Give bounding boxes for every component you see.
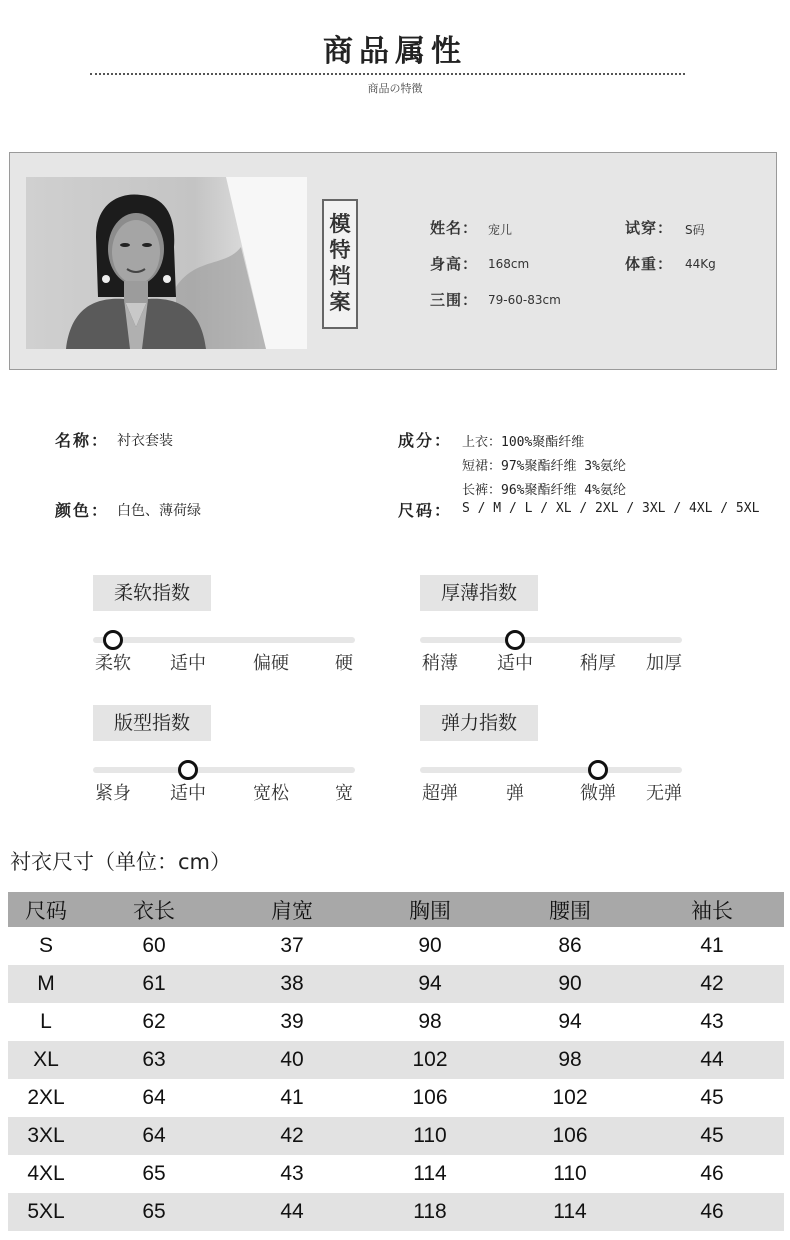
measurement-cell: 43 — [224, 1155, 360, 1193]
index-title: 版型指数 — [93, 705, 211, 741]
index-option: 适中 — [170, 653, 206, 674]
measurement-cell: 90 — [360, 927, 500, 965]
index-title: 弹力指数 — [420, 705, 538, 741]
index-option: 微弹 — [580, 783, 616, 804]
composition-label: 成分： — [398, 431, 453, 450]
measurement-cell: 98 — [500, 1041, 640, 1079]
index-title: 柔软指数 — [93, 575, 211, 611]
model-measurements-label: 三围： — [430, 291, 479, 309]
size-cell: 4XL — [8, 1155, 84, 1193]
size-table-title: 衬衣尺寸（单位：cm） — [10, 850, 232, 874]
index-track — [93, 767, 355, 773]
measurement-cell: 40 — [224, 1041, 360, 1079]
measurement-cell: 39 — [224, 1003, 360, 1041]
product-color-label: 颜色： — [55, 501, 110, 520]
measurement-cell: 43 — [640, 1003, 784, 1041]
size-cell: 3XL — [8, 1117, 84, 1155]
measurement-cell: 45 — [640, 1117, 784, 1155]
measurement-cell: 64 — [84, 1079, 224, 1117]
index-option: 宽 — [335, 783, 353, 804]
size-table — [8, 892, 784, 1231]
measurement-cell: 46 — [640, 1155, 784, 1193]
index-option: 稍薄 — [422, 653, 458, 674]
page-subtitle: 商品の特徴 — [367, 82, 423, 95]
measurement-cell: 102 — [500, 1079, 640, 1117]
model-height-value: 168cm — [488, 257, 530, 271]
product-name-label: 名称： — [55, 431, 110, 450]
column-header: 袖长 — [640, 892, 784, 927]
measurement-cell: 41 — [640, 927, 784, 965]
measurement-cell: 61 — [84, 965, 224, 1003]
size-table-header — [8, 892, 784, 927]
measurement-cell: 86 — [500, 927, 640, 965]
measurement-cell: 42 — [224, 1117, 360, 1155]
model-photo — [26, 177, 307, 349]
size-cell: M — [8, 965, 84, 1003]
size-cell: S — [8, 927, 84, 965]
model-measurements-value: 79-60-83cm — [488, 293, 561, 307]
model-weight-value: 44Kg — [685, 257, 716, 271]
measurement-cell: 64 — [84, 1117, 224, 1155]
model-name-label: 姓名： — [430, 219, 479, 237]
measurement-cell: 114 — [500, 1193, 640, 1231]
measurement-cell: 118 — [360, 1193, 500, 1231]
measurement-cell: 42 — [640, 965, 784, 1003]
measurement-cell: 94 — [500, 1003, 640, 1041]
measurement-cell: 44 — [224, 1193, 360, 1231]
index-indicator — [505, 630, 525, 650]
table-row — [8, 1003, 784, 1041]
model-archive-label — [322, 199, 358, 329]
measurement-cell: 110 — [360, 1117, 500, 1155]
table-row — [8, 1155, 784, 1193]
measurement-cell: 114 — [360, 1155, 500, 1193]
column-header: 尺码 — [8, 892, 84, 927]
size-label: 尺码： — [398, 501, 453, 520]
dotted-divider — [90, 73, 685, 75]
index-option: 柔软 — [95, 653, 131, 674]
size-value: S / M / L / XL / 2XL / 3XL / 4XL / 5XL — [462, 501, 760, 516]
model-tryon-label: 试穿： — [625, 219, 674, 237]
model-profile-panel — [9, 152, 777, 370]
index-track — [420, 767, 682, 773]
model-name-value: 宠儿 — [488, 223, 513, 237]
column-header: 腰围 — [500, 892, 640, 927]
measurement-cell: 37 — [224, 927, 360, 965]
model-height-label: 身高： — [430, 255, 479, 273]
measurement-cell: 63 — [84, 1041, 224, 1079]
measurement-cell: 60 — [84, 927, 224, 965]
page-title: 商品属性 — [323, 34, 467, 69]
size-cell: XL — [8, 1041, 84, 1079]
index-indicator — [178, 760, 198, 780]
measurement-cell: 94 — [360, 965, 500, 1003]
measurement-cell: 45 — [640, 1079, 784, 1117]
index-option: 紧身 — [95, 783, 131, 804]
fit-index — [93, 705, 355, 805]
measurement-cell: 98 — [360, 1003, 500, 1041]
elasticity-index — [420, 705, 682, 805]
thickness-index — [420, 575, 682, 675]
measurement-cell: 62 — [84, 1003, 224, 1041]
size-cell: L — [8, 1003, 84, 1041]
size-cell: 5XL — [8, 1193, 84, 1231]
measurement-cell: 65 — [84, 1193, 224, 1231]
composition-line: 短裙：97%聚酯纤维 3%氨纶 — [462, 459, 626, 474]
index-option: 加厚 — [646, 653, 682, 674]
product-name-value: 衬衣套装 — [117, 433, 173, 449]
index-option: 超弹 — [422, 783, 458, 804]
table-row — [8, 965, 784, 1003]
composition-line: 长裤：96%聚酯纤维 4%氨纶 — [462, 483, 626, 498]
softness-index — [93, 575, 355, 675]
table-row — [8, 1117, 784, 1155]
measurement-cell: 102 — [360, 1041, 500, 1079]
index-option: 稍厚 — [580, 653, 616, 674]
index-option: 适中 — [170, 783, 206, 804]
measurement-cell: 65 — [84, 1155, 224, 1193]
composition-line: 上衣：100%聚酯纤维 — [462, 435, 585, 450]
model-tryon-value: S码 — [685, 223, 705, 237]
product-color-value: 白色、薄荷绿 — [117, 503, 201, 519]
column-header: 肩宽 — [224, 892, 360, 927]
index-option: 偏硬 — [253, 653, 289, 674]
index-option: 弹 — [506, 783, 524, 804]
size-table-body — [8, 927, 784, 1231]
size-cell: 2XL — [8, 1079, 84, 1117]
index-indicator — [103, 630, 123, 650]
index-option: 宽松 — [253, 783, 289, 804]
column-header: 胸围 — [360, 892, 500, 927]
measurement-cell: 38 — [224, 965, 360, 1003]
measurement-cell: 44 — [640, 1041, 784, 1079]
model-weight-label: 体重： — [625, 255, 674, 273]
table-row — [8, 1041, 784, 1079]
table-row — [8, 1193, 784, 1231]
measurement-cell: 106 — [360, 1079, 500, 1117]
index-indicator — [588, 760, 608, 780]
measurement-cell: 41 — [224, 1079, 360, 1117]
table-row — [8, 927, 784, 965]
measurement-cell: 110 — [500, 1155, 640, 1193]
table-row — [8, 1079, 784, 1117]
index-option: 硬 — [335, 653, 353, 674]
model-archive-text: 模特档案 — [329, 212, 351, 314]
index-option: 适中 — [497, 653, 533, 674]
index-track — [420, 637, 682, 643]
index-option: 无弹 — [646, 783, 682, 804]
measurement-cell: 90 — [500, 965, 640, 1003]
column-header: 衣长 — [84, 892, 224, 927]
measurement-cell: 46 — [640, 1193, 784, 1231]
index-track — [93, 637, 355, 643]
index-title: 厚薄指数 — [420, 575, 538, 611]
measurement-cell: 106 — [500, 1117, 640, 1155]
